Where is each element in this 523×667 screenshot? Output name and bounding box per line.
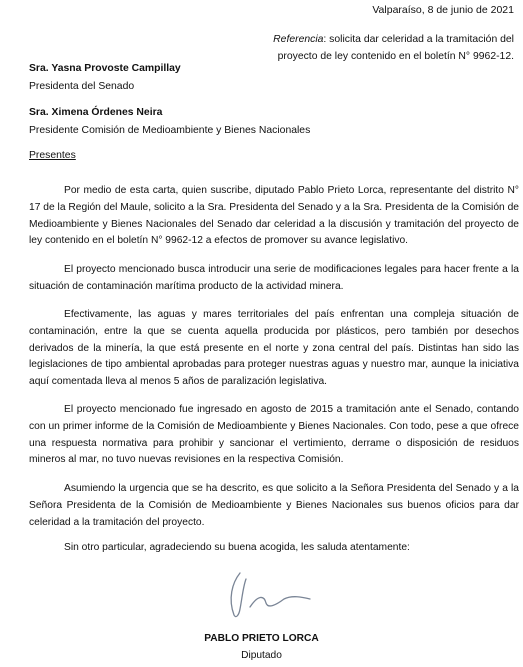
body-paragraph: Asumiendo la urgencia que se ha descrito, es que solicito a la Señora Presidenta del Senado y a la Señora Presidenta de la Comisión de Medioambiente y Bienes Nacionales sus buenos oficios para dar celeridad a la tramitación del proyecto.: [29, 483, 519, 528]
closing-paragraph: Sin otro particular, agradeciendo su buena acogida, les saluda atentamente:: [64, 542, 410, 553]
addressee-name: Sra. Ximena Órdenes Neira: [29, 107, 163, 118]
addressee-name: Sra. Yasna Provoste Campillay: [29, 63, 181, 74]
addressee-commission-president: [29, 104, 310, 140]
addressee-title: Presidente Comisión de Medioambiente y Bienes Nacionales: [29, 125, 311, 136]
salutation: Presentes: [29, 150, 76, 161]
letter-date: Valparaíso, 8 de junio de 2021: [372, 4, 514, 16]
body-paragraph: El proyecto mencionado fue ingresado en agosto de 2015 a tramitación ante el Senado, contando con un primer informe de la Comisión de Medioambiente y Bienes Nacionales. Con todo, pese a que ofrece una respuesta normativa para prohibir y sancionar el vertimiento, derrame o disposición de residuos mineros al mar, no tuvo nuevas revisiones en la respectiva Comisión.: [29, 404, 519, 466]
reference-text-line2: proyecto de ley contenido en el boletín N° 9962-12.: [277, 51, 514, 62]
body-paragraph: Efectivamente, las aguas y mares territoriales del país enfrentan una compleja situación de contaminación, entre la que se cuenta aquella producida por plásticos, pero también por desechos derivados de la minería, la que está presente en el norte y zona central del país. Distintas han sido las legislaciones de tipo ambiental aprobadas para proteger nuestras aguas y nuestro mar, aunque la iniciativa aquí comentada lleva al menos 5 años de paralización legislativa.: [29, 309, 519, 388]
handwritten-signature: [220, 565, 315, 625]
reference-text-line1: : solicita dar celeridad a la tramitación del: [323, 34, 514, 45]
signatory-title: Diputado: [241, 650, 282, 661]
body-paragraph: El proyecto mencionado busca introducir una serie de modificaciones legales para hacer frente a la situación de contaminación marítima producto de la actividad minera.: [29, 264, 519, 292]
addressee-senate-president: [29, 60, 181, 96]
reference-label: Referencia: [273, 34, 324, 45]
signatory-name: PABLO PRIETO LORCA: [204, 633, 319, 644]
addressee-title: Presidenta del Senado: [29, 81, 135, 92]
body-paragraph: Por medio de esta carta, quien suscribe, diputado Pablo Prieto Lorca, representante del distrito N° 17 de la Región del Maule, solicito a la Sra. Presidenta del Senado y a la Sra. Presidenta de la Comisión de Medioambiente y Bienes Nacionales del Senado dar celeridad a la discusión y tramitación del proyecto de ley contenido en el boletín N° 9962-12 a efectos de promover su avance legislativo.: [29, 185, 519, 247]
reference-block: [264, 31, 514, 65]
